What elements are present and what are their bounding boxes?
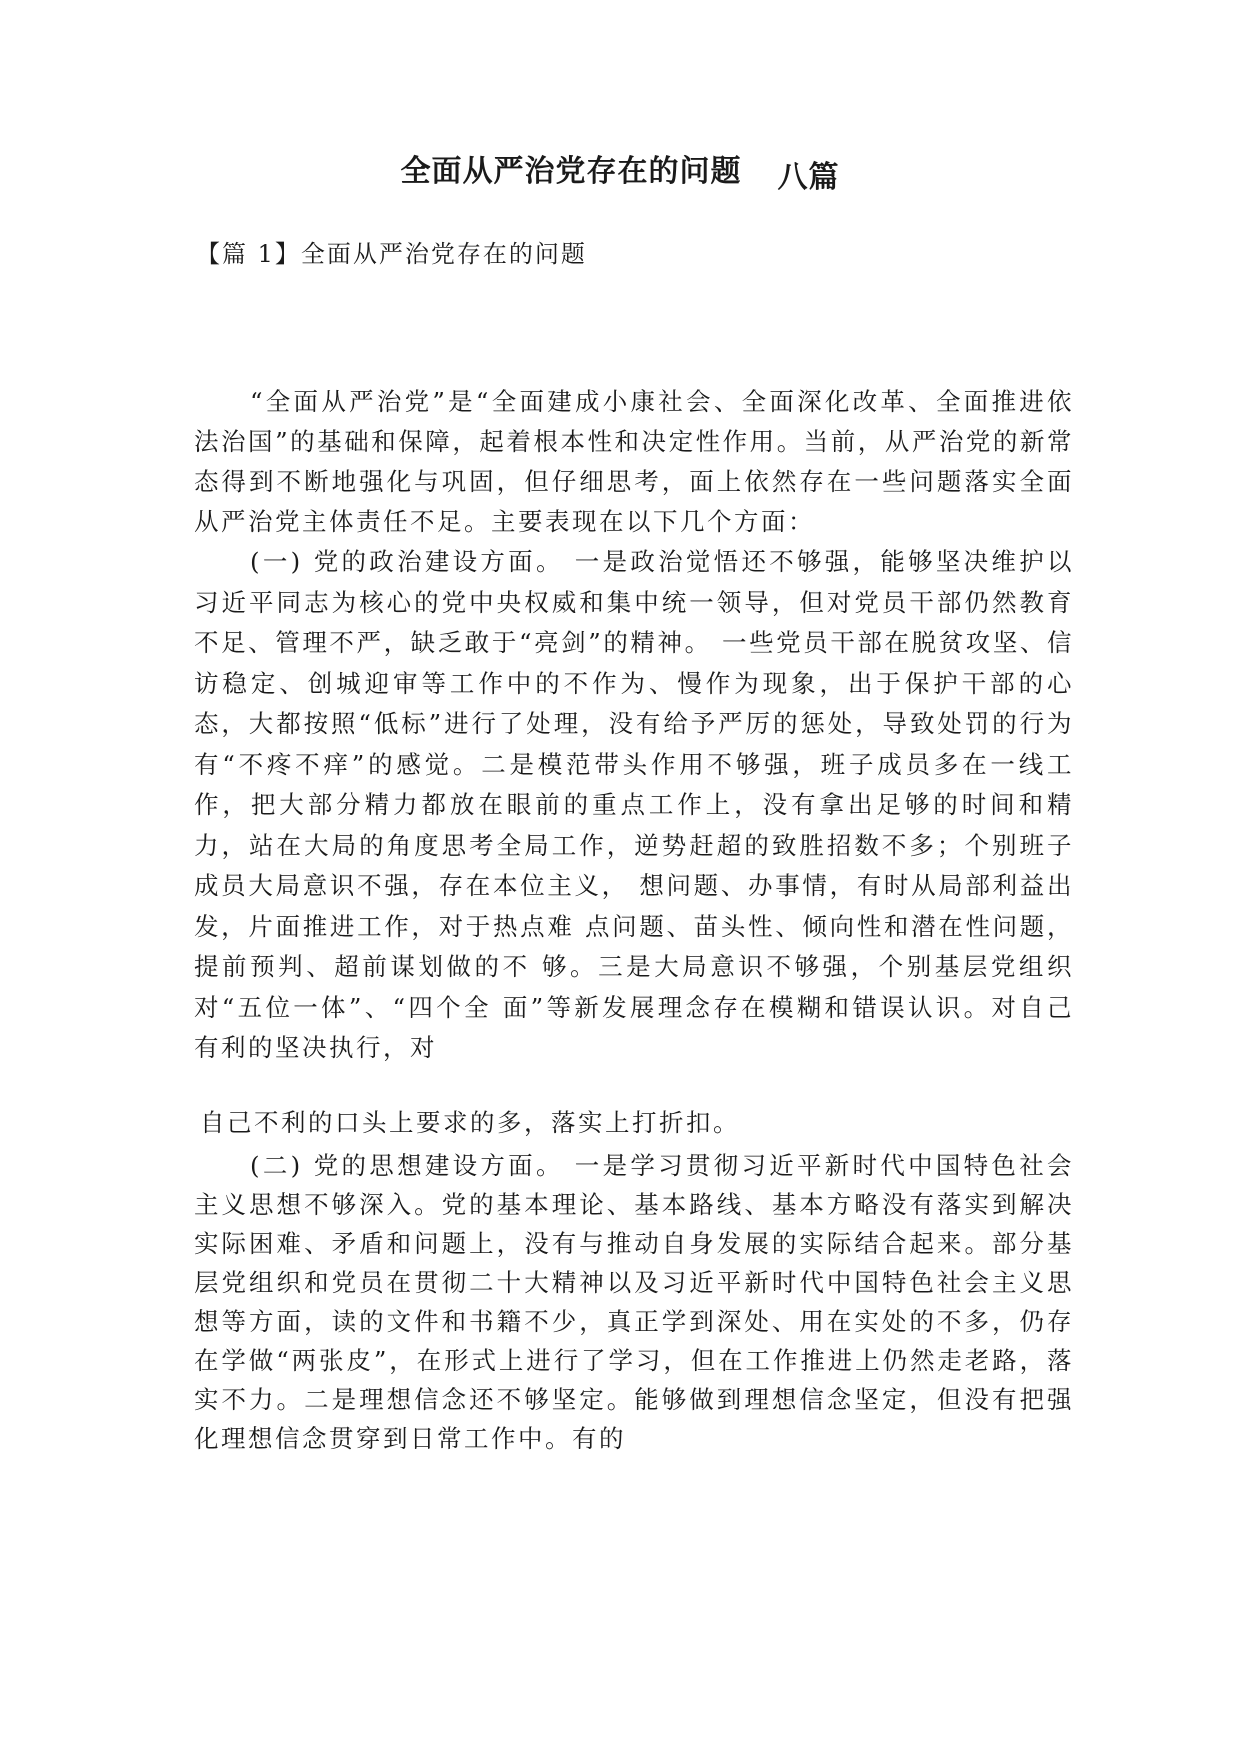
paragraph-intro-text: “全面从严治党”是“全面建成小康社会、全面深化改革、全面推进依法治国”的基础和保障，起着根本性和决定性作用。当前，从严治党的新常态得到不断地强化与巩固，但仔细思考，面上依然存在一些问题落实全面从严治党主体责任不足。主要表现在以下几个方面： — [194, 387, 1074, 536]
document-title — [0, 152, 1240, 195]
section-heading: 【篇 1】全面从严治党存在的问题 — [196, 240, 587, 268]
paragraph-political-text: (一) 党的政治建设方面。 一是政治觉悟还不够强，能够坚决维护以习近平同志为核心的党中央权威和集中统一领导，但对党员干部仍然教育不足、管理不严，缺乏敢于“亮剑”的精神。 一些党员干部在脱贫攻坚、信访稳定、创城迎审等工作中的不作为、慢作为现象，出于保护干部的心态，大都按照“低标”进行了处理，没有给予严厉的惩处，导致处罚的行为有“不疼不痒”的感觉。二是模范带头作用不够强，班子成员多在一线工作，把大部分精力都放在眼前的重点工作上，没有拿出足够的时间和精力，站在大局的角度思考全局工作，逆势赶超的致胜招数不多；个别班子成员大局意识不强，存在本位主义， 想问题、办事情，有时从局部利益出发，片面推进工作，对于热点难 点问题、苗头性、倾向性和潜在性问题，提前预判、超前谋划做的不 够。三是大局意识不够强，个别基层党组织对“五位一体”、“四个全 面”等新发展理念存在模糊和错误认识。对自己有利的坚决执行，对 — [194, 547, 1074, 1062]
paragraph-political-continued: 自己不利的口头上要求的多，落实上打折扣。 — [200, 1108, 740, 1137]
paragraph-intro — [194, 382, 1074, 542]
paragraph-ideological — [194, 1146, 1074, 1458]
paragraph-political — [194, 542, 1074, 1069]
paragraph-ideological-text: (二) 党的思想建设方面。 一是学习贯彻习近平新时代中国特色社会主义思想不够深入。党的基本理论、基本路线、基本方略没有落实到解决实际困难、矛盾和问题上，没有与推动自身发展的实际结合起来。部分基层党组织和党员在贯彻二十大精神以及习近平新时代中国特色社会主义思想等方面，读的文件和书籍不少，真正学到深处、用在实处的不多，仍存在学做“两张皮”，在形式上进行了学习，但在工作推进上仍然走老路，落实不力。二是理想信念还不够坚定。能够做到理想信念坚定，但没有把强化理想信念贯穿到日常工作中。有的 — [194, 1151, 1074, 1453]
title-suffix: 八篇 — [777, 160, 840, 195]
title-main: 全面从严治党存在的问题 — [400, 154, 742, 189]
